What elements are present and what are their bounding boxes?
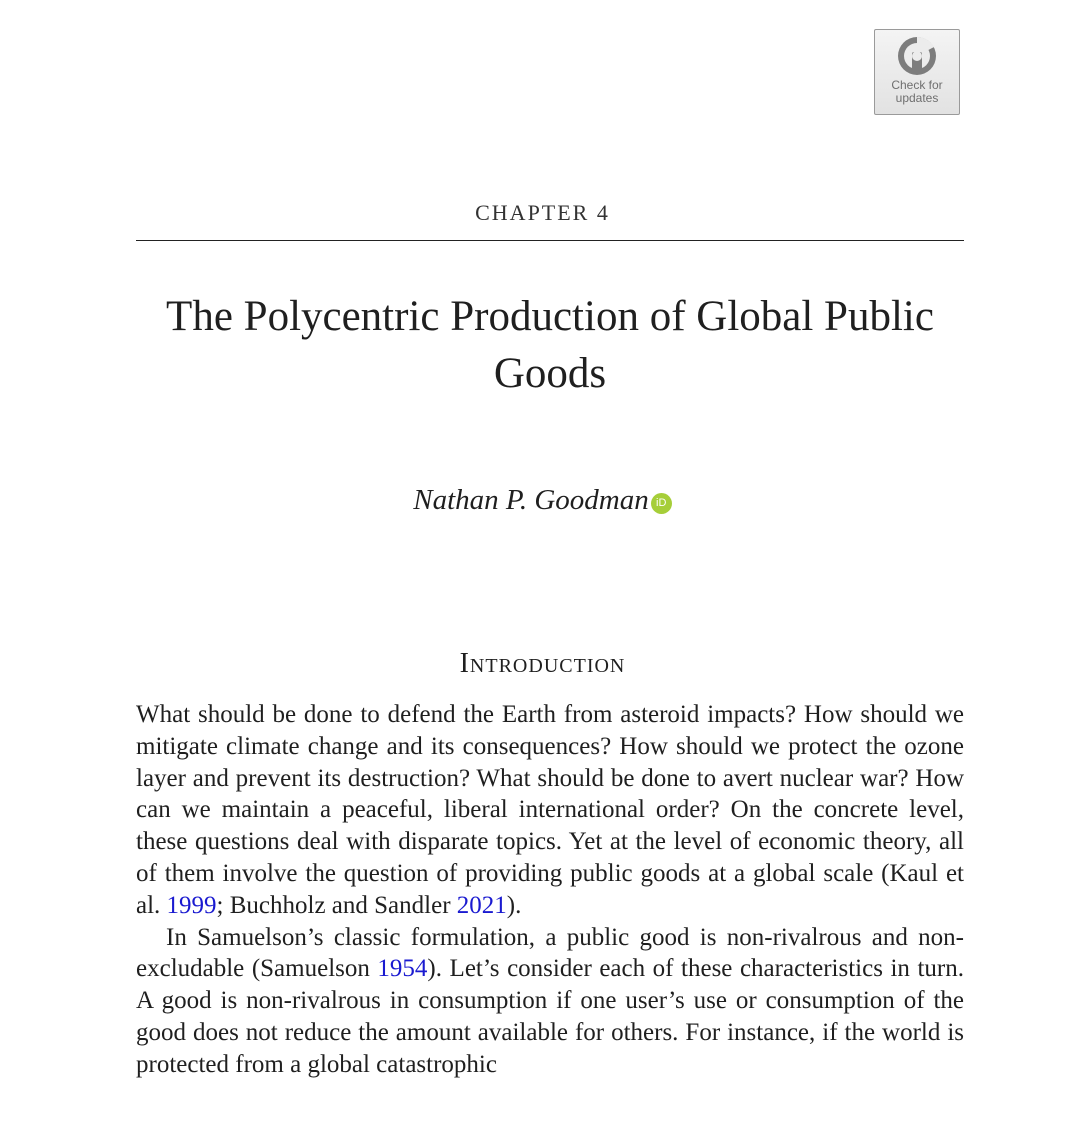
chapter-divider (136, 240, 964, 241)
author-line (0, 484, 1085, 517)
citation-link-1954[interactable]: 1954 (377, 955, 428, 983)
chapter-label: CHAPTER 4 (475, 200, 610, 225)
citation-link-2021[interactable]: 2021 (456, 891, 507, 919)
check-for-updates-badge[interactable] (874, 29, 960, 115)
paragraph-1-text-a: What should be done to defend the Earth from asteroid impacts? How should we mitigate climate change and its consequences? How should we protect the ozone layer and prevent its destruction? What should be done to avert nuclear war? How can we maintain a peaceful, liberal international order? On the concrete level, these questions deal with disparate topics. Yet at the level of economic theory, all of them involve the question of providing public goods at a global scale (Kaul et al. (136, 701, 964, 919)
check-for-updates-line2: updates (895, 91, 939, 105)
chapter-title: The Polycentric Production of Global Public Goods (166, 293, 934, 397)
body-text (136, 699, 964, 1081)
paragraph-2 (136, 922, 964, 1081)
check-for-updates-text (875, 79, 959, 105)
check-for-updates-line1: Check for (891, 78, 943, 92)
paragraph-1 (136, 699, 964, 922)
section-heading-introduction: Introduction (459, 648, 626, 679)
paragraph-1-text-b: ; Buchholz and Sandler (216, 891, 457, 919)
author-name: Nathan P. Goodman (413, 484, 649, 516)
orcid-icon[interactable]: iD (651, 493, 672, 514)
citation-link-1999[interactable]: 1999 (166, 891, 217, 919)
paragraph-2-text-a: In Samuelson’s classic formulation, a public good is non-rivalrous and non-excludable (Samuelson (136, 923, 964, 983)
check-for-updates-icon (896, 35, 938, 77)
paragraph-1-text-c: ). (506, 891, 522, 919)
paragraph-2-text-b: ). Let’s consider each of these characteristics in turn. A good is non-rivalrous in consumption if one user’s use or consumption of the good does not reduce the amount available for others. For instance, if the world is protected from a global catastrophic (136, 955, 964, 1078)
